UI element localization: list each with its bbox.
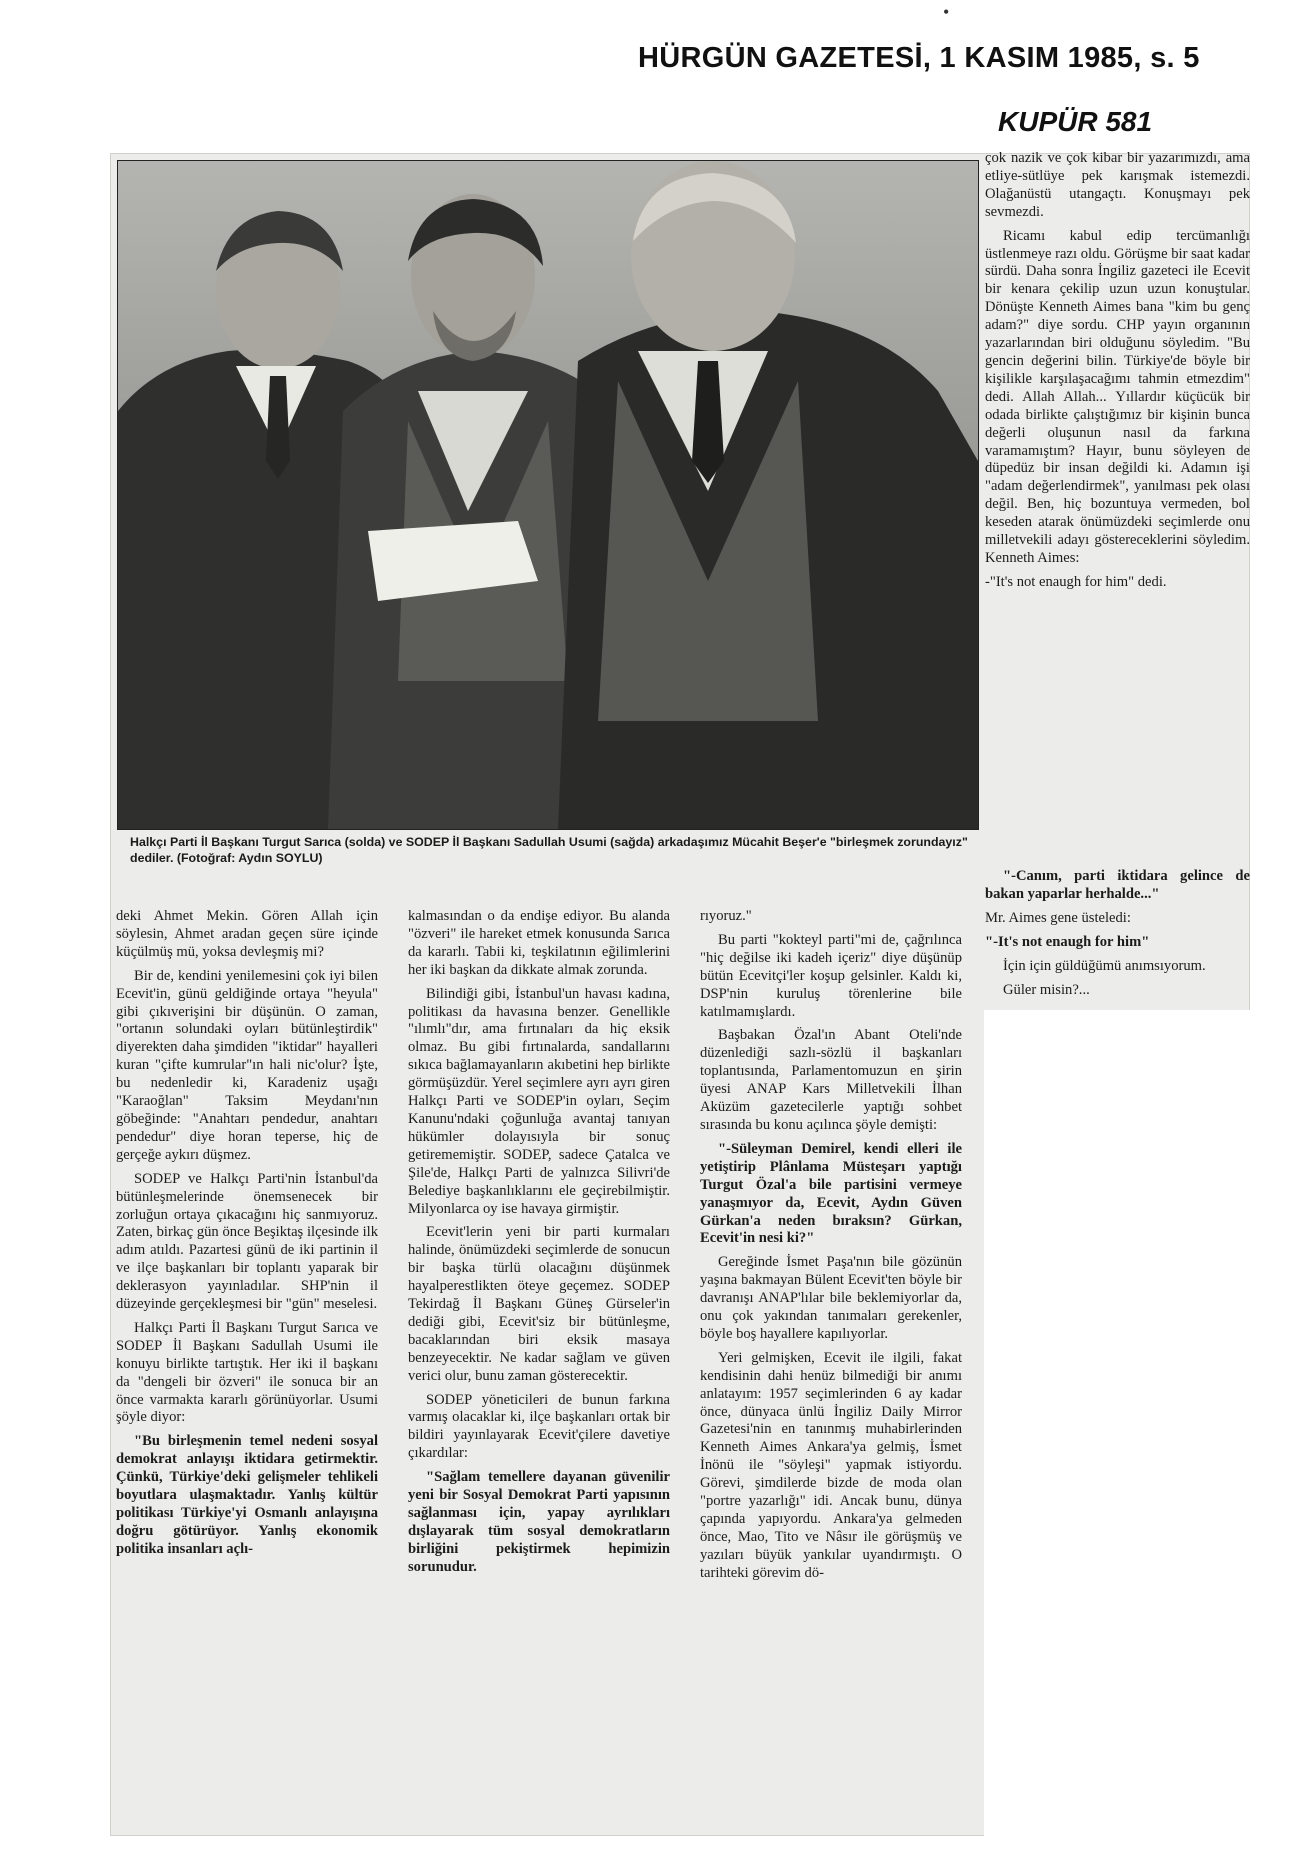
article-column-2	[408, 908, 670, 1583]
paragraph: Başbakan Özal'ın Abant Oteli'nde düzenlediği sazlı-sözlü il başkanları toplantısında, Parlamentomuzun en şirin üyesi ANAP Kars Milletvekili İlhan Aküzüm gazetecilerle yaptığı sohbet sırasında bu konu açılınca şöyle demişti:	[700, 1027, 962, 1133]
article-column-4-end	[985, 868, 1250, 1005]
paragraph: Halkçı Parti İl Başkanı Turgut Sarıca ve SODEP İl Başkanı Sadullah Usumi ile konuyu birlikte tartıştık. Her iki il başkanı da "dengeli bir özveri" ile sonuca bir an önce varmakta kararlı görünüyorlar. Usumi şöyle diyor:	[116, 1319, 378, 1426]
paragraph: İçin için güldüğümü anımsıyorum.	[1003, 957, 1206, 974]
paragraph: "Sağlam temellere dayanan güvenilir yeni bir Sosyal Demokrat Parti yapısının sağlanması için, yapay ayrılıkları dışlayarak tüm sosyal demokratların birliğini pekiştirmek hepimizin sorunudur.	[408, 1469, 670, 1575]
paragraph: "Bu birleşmenin temel nedeni sosyal demokrat anlayışı iktidara getirmektir. Çünkü, Türkiye'deki gelişmeler tehlikeli boyutlara ulaşmaktadır. Yanlış kültür politikası Türkiye'yi Osmanlı anlayışına doğru götürüyor. Yanlış ekonomik politika insanları açlı-	[116, 1433, 378, 1557]
paragraph: Mr. Aimes gene üsteledi:	[985, 909, 1131, 926]
clip-number: KUPÜR 581	[998, 106, 1153, 137]
article-column-1	[116, 908, 378, 1565]
clipping-cutout	[984, 1010, 1299, 1860]
paragraph: "-Canım, parti iktidara gelince de bakan yaparlar herhalde..."	[985, 868, 1250, 902]
paragraph: deki Ahmet Mekin. Gören Allah için söylesin, Ahmet aradan geçen süre içinde küçülmüş mü, yoksa devleşmiş mi?	[116, 908, 378, 960]
article-column-3	[700, 908, 962, 1589]
paragraph: "-It's not enaugh for him"	[985, 933, 1150, 950]
paragraph: Ricamı kabul edip tercümanlığı üstlenmeye razı oldu. Görüşme bir saat kadar sürdü. Daha sonra İngiliz gazeteci ile Ecevit bir kenara çekilip uzun uzun konuştular. Dönüşte Kenneth Aimes bana "kim bu genç adam?" diye sordu. CHP yayın organının yazarlarından biri olduğunu söyledim. "Bu gencin değerini bilin. Türkiye'de böyle bir kişilikle karşılaşacağımı tahmin etmezdim" dedi. Allah Allah... Yıllardır küçücük bir odada birlikte çalıştığımız bir kişinin bunca değerli oluşunun nasıl da farkına varamamıştım? Hayır, bunu söyleyen de düpedüz bir insan değildi ki. Adamın işi "adam değerlendirmek", yanılması pek olası değil. Ben, hiç bozuntuya vermeden, bol keseden atarak önümüzdeki seçimlerde onu milletvekili adayı göstereceklerini söyledim. Kenneth Aimes:	[985, 227, 1250, 566]
article-column-4	[985, 150, 1250, 598]
paragraph: Güler misin?...	[1003, 981, 1090, 998]
paragraph: kalmasından o da endişe ediyor. Bu alanda "özveri" ile hareket etmek konusunda Sarıca da kararlı. Tabii ki, teşkilatının eğilimlerini her iki başkan da dikkate almak zorunda.	[408, 908, 670, 978]
page-header: HÜRGÜN GAZETESİ, 1 KASIM 1985, s. 5	[638, 42, 1200, 74]
paragraph: Bu parti "kokteyl parti"mi de, çağrılınca "hiç değilse iki kadeh içeriz" diye düşünüp bütün Ecevitçi'ler koşup gelsinler. Kaldı ki, DSP'nin kuruluş törenlerine bile katılmamışlardı.	[700, 931, 962, 1020]
photo-caption: Halkçı Parti İl Başkanı Turgut Sarıca (solda) ve SODEP İl Başkanı Sadullah Usumi (sağda) arkadaşımız Mücahit Beşer'e "birleşmek zorundayız" dediler. (Fotoğraf: Aydın SOYLU)	[130, 835, 968, 865]
paragraph: SODEP yöneticileri de bunun farkına varmış olacaklar ki, ilçe başkanları ortak bir bildiri yayınlayarak Ecevit'çilere davetiye çıkardılar:	[408, 1391, 670, 1462]
paragraph: Ecevit'lerin yeni bir parti kurmaları halinde, önümüzdeki seçimlerde de sonucun bir başka türlü olacağını düşünmek hayalperestlikten öteye geçemez. SODEP Tekirdağ İl Başkanı Güneş Gürseler'in dediği gibi, Ecevit'siz bir bütünleşme, bacaklarından biri eksik masaya benzeyecektir. Ne kadar sağlam ve güven verici olur, bunu zaman gösterecektir.	[408, 1224, 670, 1384]
news-photo	[117, 160, 979, 830]
paragraph: Yeri gelmişken, Ecevit ile ilgili, fakat kendisinin dahi henüz bilmediği bir anımı anlatayım: 1957 seçimlerinden 6 ay kadar önce, dünyaca ünlü İngiliz Daily Mirror Gazetesi'nin en tanınmış muhabirlerinden Kenneth Aimes Ankara'ya gelmiş, İsmet İnönü ile "söyleşi" yapmak istiyordu. Görevi, şimdilerde bizde de moda olan "portre yazarlığı" idi. Ancak bunu, dünya çapında yapıyordu. Ankara'ya gelmeden önce, Mao, Tito ve Nâsır ile görüşmüş ve yazıları büyük yankılar uyandırmıştı. O tarihteki görevim dö-	[700, 1349, 962, 1581]
paragraph: çok nazik ve çok kibar bir yazarımızdı, ama etliye-sütlüye pek karışmak istemezdi. Olağanüstü utangaçtı. Konuşmayı pek sevmezdi.	[985, 150, 1250, 220]
paragraph: SODEP ve Halkçı Parti'nin İstanbul'da bütünleşmelerinde önemsenecek bir zorluğun ortaya çıkacağını hiç sanmıyoruz. Zaten, birkaç gün önce Beşiktaş ilçesinde ilk adım atıldı. Pazartesi günü de iki partinin il ve ilçe başkanları bir toplantı yaparak bir deklerasyon yayınladılar. SHP'nin il düzeyinde gerçekleşmesi bir "gün" meselesi.	[116, 1170, 378, 1313]
paragraph: Bir de, kendini yenilemesini çok iyi bilen Ecevit'in, günü geldiğinde ortaya "heyula" gibi çıkıverişini bir düşünün. O zaman, "ortanın solundaki oyları bütünleştirdik" diyerekten daha şimdiden "iktidar" hayalleri kuran "çifte kumrular"ın hali nic'olur? İşte, bu nedenledir ki, Karadeniz uşağı "Karaoğlan" Taksim Meydanı'nın göbeğinde: "Anahtarı pendedur, anahtarı pendedur" diye horan teperse, hiç de gerçeğe aykırı düşmez.	[116, 967, 378, 1163]
paragraph: "-Süleyman Demirel, kendi elleri ile yetiştirip Plânlama Müsteşarı yaptığı Turgut Özal'a bile partisini vermeye yanaşmıyor da, Ecevit, Aydın Güven Gürkan'a neden bıraksın? Gürkan, Ecevit'in nesi ki?"	[700, 1140, 962, 1247]
scan-mark: •	[943, 2, 950, 22]
paragraph: rıyoruz."	[700, 908, 752, 924]
paragraph: Bilindiği gibi, İstanbul'un havası kadına, politikası da havasına benzer. Genellikle "ılımlı"dır, ama fırtınaları da hiç eksik olmaz. Bu gibi fırtınalarda, sandallarını sıkıca bağlamayanların akıbetini hep birlikte görmüşüzdür. Yerel seçimlere ayrı ayrı giren Halkçı Parti ve SODEP'in oyları, Seçim Kanunu'ndaki çoğunluğa avantaj tanıyan hükümler dolayısıyla bir sonuç getirememiştir. SODEP, sadece Çatalca ve Şile'de, Halkçı Parti de yalnızca Silivri'de Belediye başkanlıklarını ele geçirebilmiştir. Milyonlarca oy ise havaya girmiştir.	[408, 985, 670, 1217]
paragraph: Gereğinde İsmet Paşa'nın bile gözünün yaşına bakmayan Bülent Ecevit'ten böyle bir davranışı ANAP'lılar bile beklemiyorlar da, onu çok yakından tanımaları gerekenler, böyle boş hayallere kapılıyorlar.	[700, 1254, 962, 1342]
paragraph: -"It's not enaugh for him" dedi.	[985, 573, 1167, 590]
